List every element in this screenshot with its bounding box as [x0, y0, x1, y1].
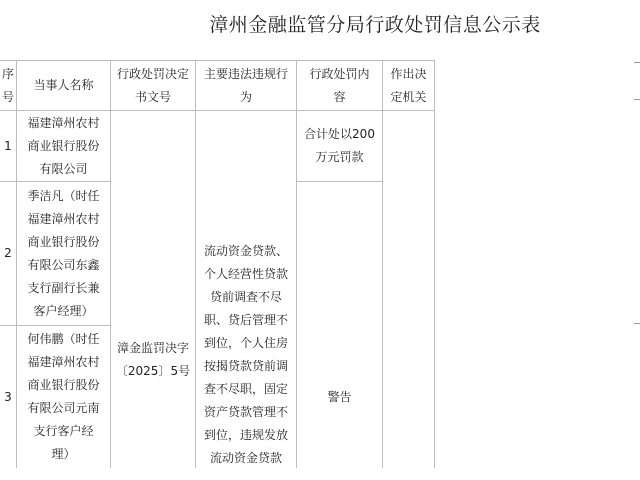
row1-seq: 1: [4, 138, 12, 153]
scroll-marker: [634, 323, 640, 324]
row2-seq: 2: [4, 246, 12, 260]
row-separator: [296, 181, 382, 182]
header-authority: 作出决 定机关: [390, 66, 427, 104]
header-doc-no: 行政处罚决定 书文号: [116, 66, 189, 104]
header-penalty: 行政处罚内 容: [309, 66, 370, 104]
row3-seq: 3: [4, 389, 12, 404]
scroll-marker: [634, 62, 640, 63]
table-border: [110, 60, 111, 468]
header-party: 当事人名称: [33, 78, 94, 92]
header-violation: 主要违法违规行 为: [203, 66, 288, 104]
table-border-right: [434, 60, 435, 468]
penalty-rows23: 警告: [327, 389, 352, 404]
row2-party: 季洁凡（时任 福建漳州农村 商业银行股份 有限公司东鑫 支行副行长兼 客户经理）: [27, 188, 100, 318]
page-title: 漳州金融监管分局行政处罚信息公示表: [209, 14, 541, 36]
table-border: [382, 60, 383, 468]
row1-party: 福建漳州农村 商业银行股份 有限公司: [27, 115, 100, 176]
row3-party: 何伟鹏（时任 福建漳州农村 商业银行股份 有限公司元南 支行客户经 理）: [27, 332, 100, 461]
doc-no-value: 漳金监罚决字 〔2025〕5号: [115, 341, 191, 378]
violation-value: 流动资金贷款、 个人经营性贷款 贷前调查不尽 职、贷后管理不 到位，个人住房 按揭贷款贷前调 查不尽职，固定 资产贷款管理不 到位，违规发放 流动资金贷款: [203, 244, 288, 465]
scroll-marker: [634, 99, 640, 100]
penalty-row1: 合计处以200 万元罚款: [304, 127, 375, 164]
header-seq: 序 号: [1, 66, 14, 104]
